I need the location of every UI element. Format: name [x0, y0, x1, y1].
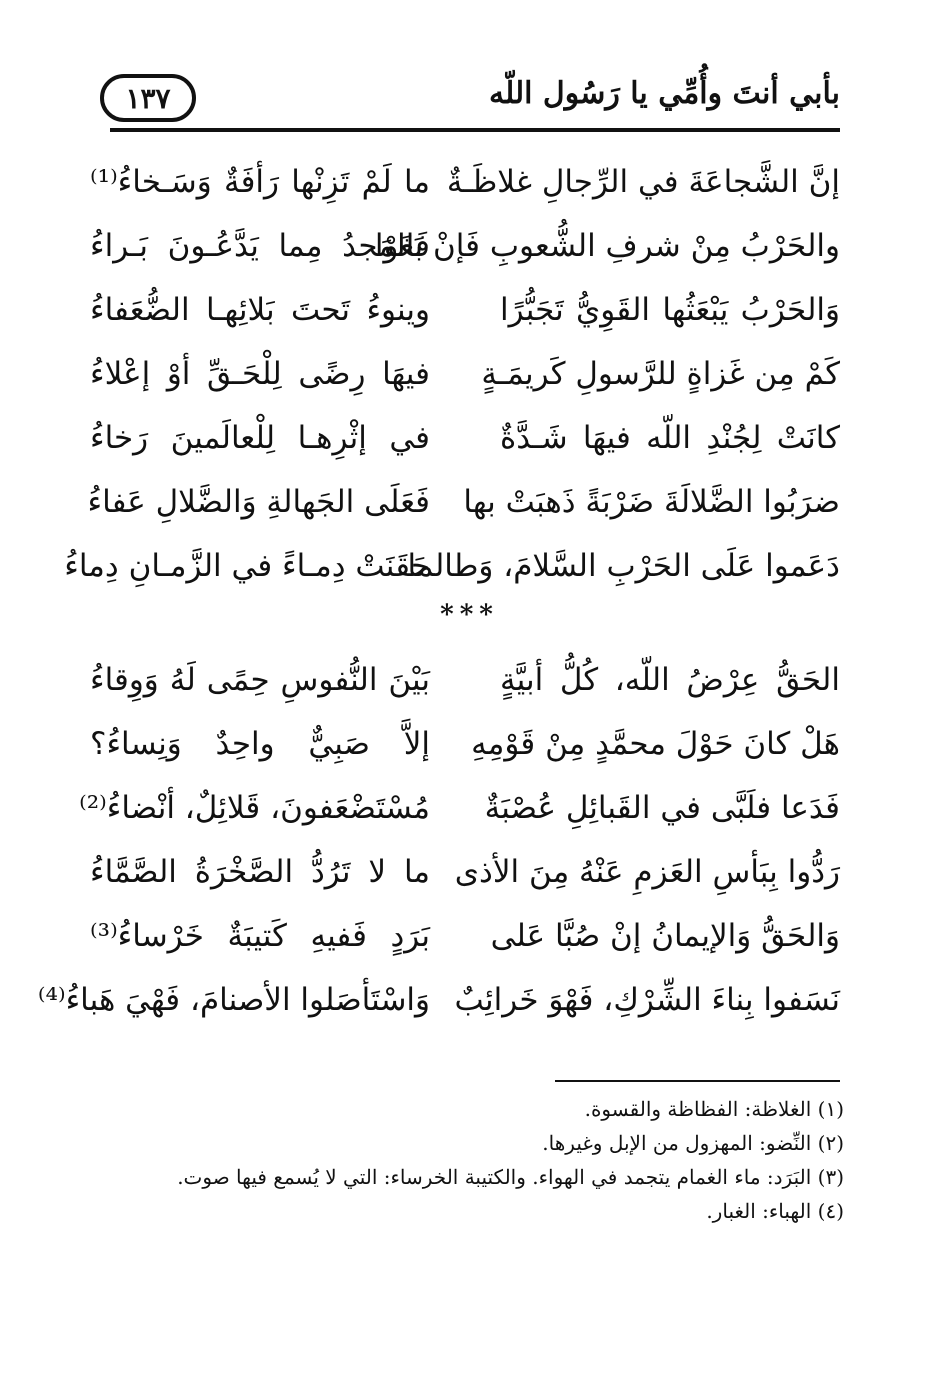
footnote-3: (٣) البَرَد: ماء الغمام يتجمد في الهواء. والكتيبة الخرساء: التي لا يُسمع فيها صوت. [177, 1165, 844, 1189]
verse-row [90, 216, 840, 280]
page-number: ١٣٧ [100, 74, 196, 122]
verse-row [90, 152, 840, 216]
verse-first-hemistich: الحَقُّ عِرْضُ اللّه، كُلُّ أبيَّةٍ [500, 662, 840, 698]
footnote-rule [555, 1080, 840, 1082]
verse-first-hemistich: رَدُّوا بِبَأسِ العَزمِ عَنْهُ مِنَ الأذى [454, 854, 840, 890]
verse-row [90, 650, 840, 714]
verse-second-hemistich: مُسْتَضْعَفونَ، قَلائِلٌ، أنْضاءُ⁽²⁾ [79, 790, 430, 826]
verse-second-hemistich: بَرَدٍ فَفيهِ كَتيبَةٌ خَرْساءُ⁽³⁾ [90, 918, 430, 954]
verse-row [90, 408, 840, 472]
verse-row [90, 842, 840, 906]
verse-first-hemistich: وَالحَرْبُ يَبْعَثُها القَوِيُّ تَجَبُّرًا [500, 292, 840, 328]
verse-second-hemistich: فيهَا رِضًى لِلْحَـقِّ أوْ إعْلاءُ [90, 356, 430, 392]
verse-second-hemistich: إلاَّ صَبِيٌّ واحِدٌ وَنِساءُ؟ [90, 726, 430, 762]
verse-first-hemistich: كانَتْ لِجُنْدِ اللّه فيهَا شَـدَّةٌ [500, 420, 840, 456]
header-rule [110, 128, 840, 132]
verse-first-hemistich: ضرَبُوا الضَّلالَةَ ضَرْبَةً ذَهبَتْ بها [463, 484, 840, 520]
footnotes [84, 1092, 844, 1228]
stanza-separator: *** [440, 600, 499, 630]
verse-row [90, 280, 840, 344]
verse-first-hemistich: هَلْ كانَ حَوْلَ محمَّدٍ مِنْ قَوْمِهِ [471, 726, 840, 762]
verse-first-hemistich: إنَّ الشَّجاعَةَ في الرِّجالِ غلاظَـةٌ [446, 164, 840, 200]
verse-second-hemistich: بَيْنَ النُّفوسِ حِمًى لَهُ وَوِقاءُ [90, 662, 430, 698]
verse-first-hemistich: نَسَفوا بِناءَ الشِّرْكِ، فَهْوَ خَرائِبٌ [454, 982, 840, 1018]
footnote-1: (١) الغلاظة: الفظاظة والقسوة. [584, 1097, 844, 1121]
verse-row [37, 970, 840, 1034]
verse-first-hemistich: كَمْ مِن غَزاةٍ للرَّسولِ كَريمَـةٍ [481, 356, 840, 392]
verse-second-hemistich: وَاسْتَأصَلوا الأصنامَ، فَهْيَ هَباءُ⁽⁴⁾ [37, 982, 430, 1018]
verse-second-hemistich: في إثْرِهـا لِلْعالَمينَ رَخاءُ [90, 420, 430, 456]
verse-second-hemistich: وينوءُ تَحتَ بَلائِهـا الضُّعَفاءُ [90, 292, 430, 328]
verse-second-hemistich: حَقَنَتْ دِمـاءً في الزَّمـانِ دِماءُ [64, 548, 430, 584]
verse-second-hemistich: ما لَمْ تَزِنْها رَأفَةٌ وَسَـخاءُ⁽¹⁾ [90, 164, 430, 200]
verse-row [90, 344, 840, 408]
verse-row [64, 536, 840, 600]
poem-stanza-1 [64, 152, 840, 600]
footnote-2: (٢) النِّضو: المهزول من الإبل وغيرها. [542, 1131, 844, 1155]
running-title: بأبي أنتَ وأُمِّي يا رَسُول اللّه [488, 76, 840, 111]
verse-first-hemistich: والحَرْبُ مِنْ شرفِ الشُّعوبِ فَإنْ بَغَوْا [374, 228, 840, 264]
verse-first-hemistich: دَعَموا عَلَى الحَرْبِ السَّلامَ، وَطالما [407, 548, 840, 584]
verse-first-hemistich: فَدَعا فلَبَّى في القَبائِلِ عُصْبَةٌ [484, 790, 840, 826]
verse-first-hemistich: وَالحَقُّ وَالإيمانُ إنْ صُبَّا عَلى [490, 918, 840, 954]
poem-stanza-2 [37, 650, 840, 1034]
verse-row [87, 472, 840, 536]
page-header [100, 70, 840, 140]
verse-row [90, 906, 840, 970]
footnote-4: (٤) الهباء: الغبار. [706, 1199, 844, 1223]
verse-row [90, 714, 840, 778]
verse-second-hemistich: ما لا تَرُدُّ الصَّخْرَةُ الصَّمَّاءُ [90, 854, 430, 890]
verse-second-hemistich: فَالمَجدُ مِما يَدَّعُـونَ بَـراءُ [90, 228, 430, 264]
verse-row [79, 778, 840, 842]
verse-second-hemistich: فَعَلَى الجَهالةِ وَالضَّلالِ عَفاءُ [87, 484, 430, 520]
